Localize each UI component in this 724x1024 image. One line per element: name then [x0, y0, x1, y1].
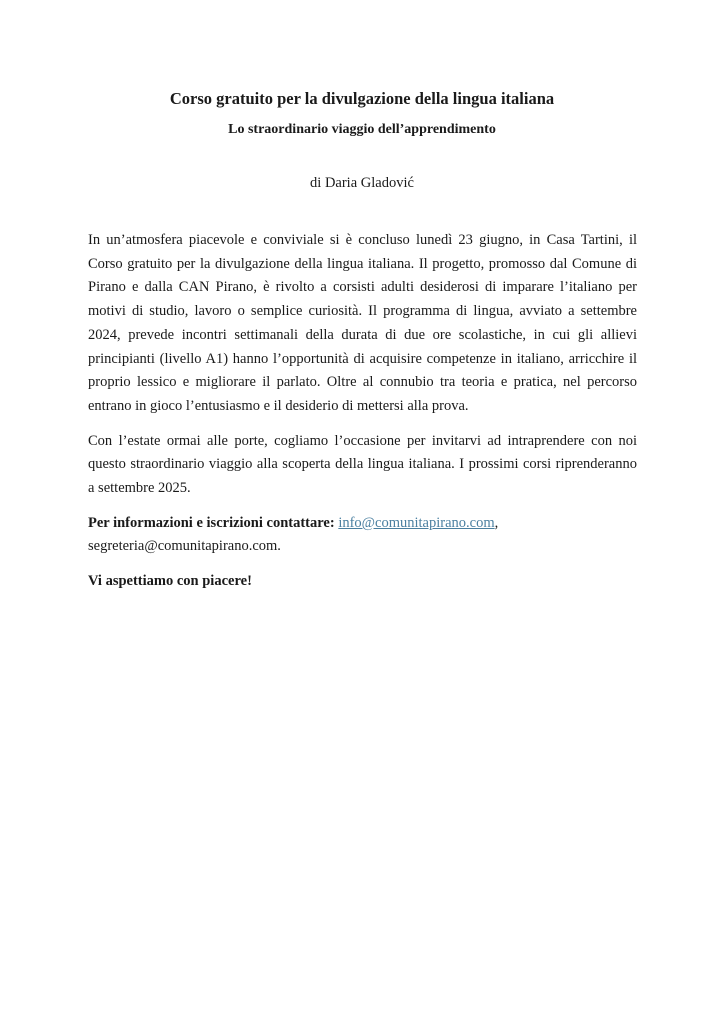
- email-link-info[interactable]: info@comunitapirano.com: [338, 514, 495, 531]
- paragraph-invitation: Con l’estate ormai alle porte, cogliamo l’occasione per invitarvi ad intraprendere con noi questo straordinario viaggio alla scoperta della lingua italiana. I prossimi corsi riprenderanno a settembre 2025.: [88, 432, 637, 497]
- closing-line: Vi aspettiamo con piacere!: [88, 573, 252, 590]
- article-body: [88, 229, 637, 605]
- document-title: Corso gratuito per la divulgazione della lingua italiana: [169, 89, 555, 108]
- paragraph-intro: In un’atmosfera piacevole e conviviale si è concluso lunedì 23 giugno, in Casa Tartini, il Corso gratuito per la divulgazione della lingua italiana. Il progetto, promosso dal Comune di Pirano e dalla CAN Pirano, è rivolto a corsisti adulti desiderosi di imparare l’italiano per motivi di studio, lavoro o semplice curiosità. Il programma di lingua, avviato a settembre 2024, prevede incontri settimanali della durata di due ore scolastiche, in cui gli allievi principianti (livello A1) hanno l’opportunità di acquisire competenze in italiano, arricchire il proprio lessico e migliorare il parlato. Oltre al connubio tra teoria e pratica, nel percorso entrano in gioco l’entusiasmo e il desiderio di mettersi alla prova.: [88, 232, 637, 414]
- contact-separator: ,: [494, 514, 499, 531]
- email-segreteria: segreteria@comunitapirano.com.: [88, 538, 281, 555]
- document-subtitle: Lo straordinario viaggio dell’apprendimento: [228, 122, 496, 137]
- contact-label: Per informazioni e iscrizioni contattare:: [88, 514, 335, 531]
- contact-paragraph: [88, 512, 637, 559]
- author-line: di Daria Gladović: [310, 175, 414, 191]
